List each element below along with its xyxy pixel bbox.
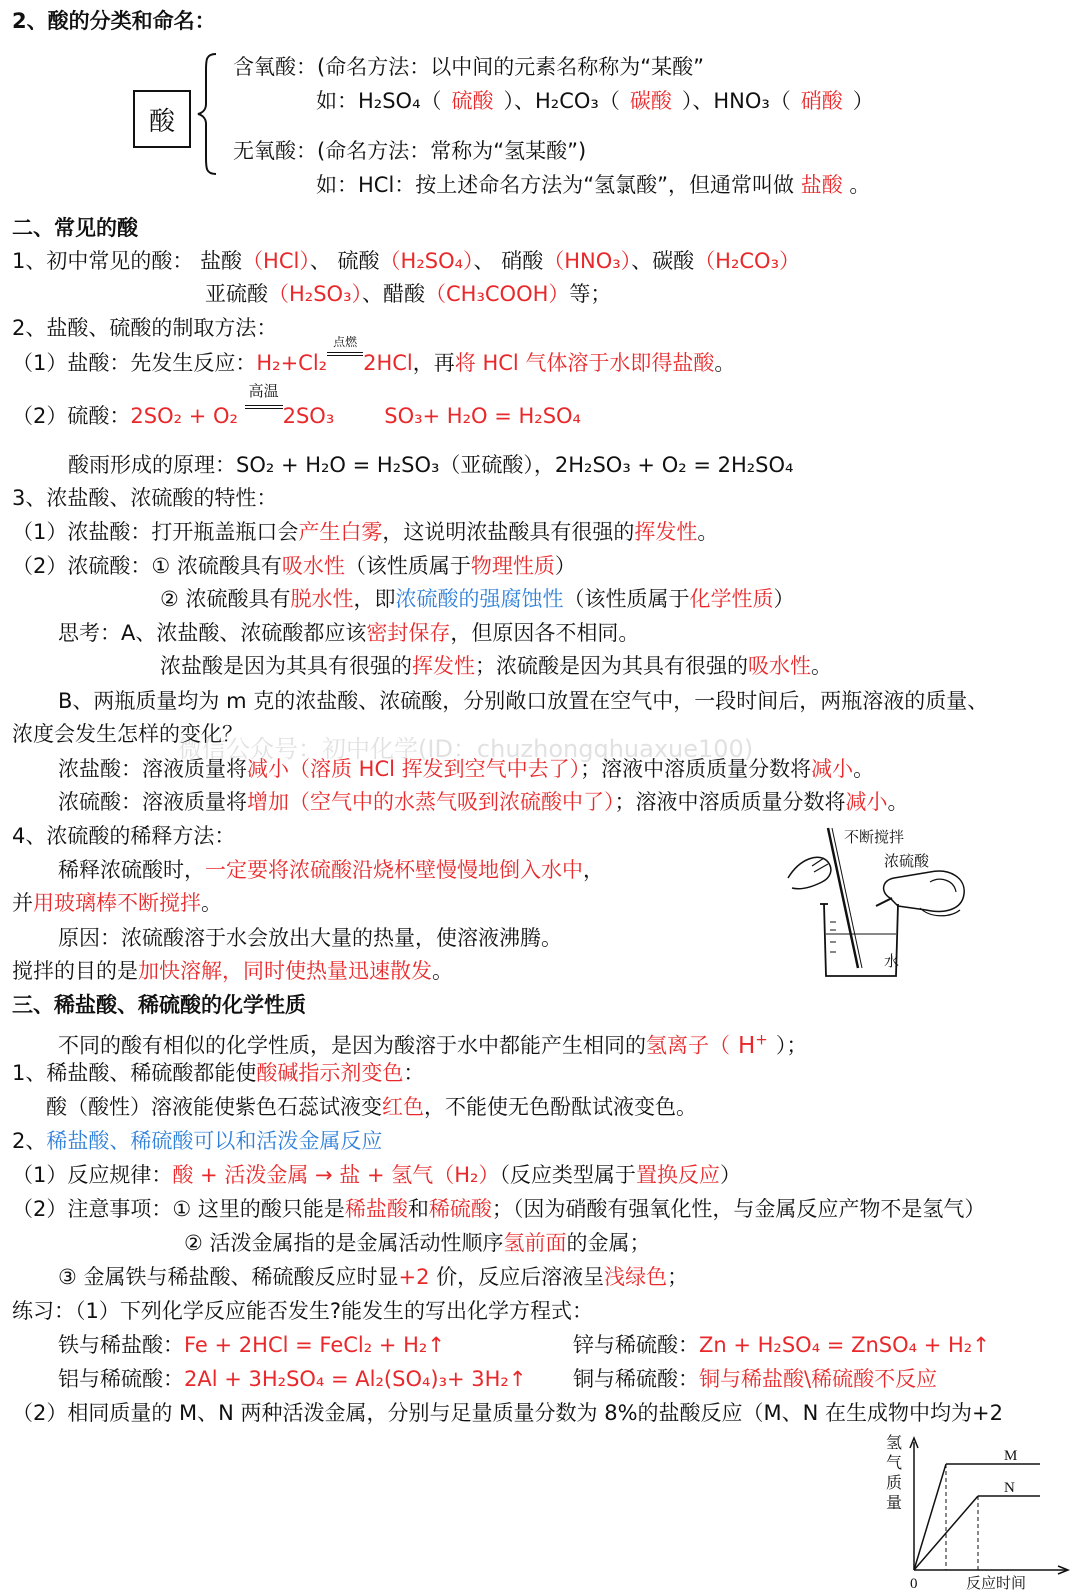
- exercise-fe-hcl: 铁与稀盐酸：Fe + 2HCl = FeCl₂ + H₂↑: [58, 1333, 445, 1357]
- non-oxyacid-example: 如：HCl：按上述命名方法为“氢氯酸”，但通常叫做 盐酸 。: [316, 173, 871, 197]
- acid-box: 酸: [133, 90, 191, 148]
- properties-title: 3、浓盐酸、浓硫酸的特性：: [12, 486, 278, 510]
- exercise-zn-h2so4: 锌与稀硫酸：Zn + H₂SO₄ = ZnSO₄ + H₂↑: [573, 1333, 990, 1357]
- acid-rain-line: 酸雨形成的原理：SO₂ + H₂O = H₂SO₃（亚硫酸），2H₂SO₃ + O₂ = 2H₂SO₄: [68, 453, 794, 477]
- question-2: （2）相同质量的 M、N 两种活泼金属，分别与足量质量分数为 8%的盐酸反应（M、N 在生成物中均为+2: [12, 1401, 1003, 1425]
- curly-brace: [196, 52, 220, 177]
- stir-purpose: 搅拌的目的是加快溶解，同时使热量迅速散发。: [12, 959, 453, 983]
- dilution-reason: 原因：浓硫酸溶于水会放出大量的热量，使溶液沸腾。: [58, 926, 562, 950]
- acid-item: 盐酸（HCl）、: [200, 249, 331, 273]
- acid-item: 硫酸（H₂SO₄）、: [337, 249, 495, 273]
- graph-origin: 0: [910, 1576, 918, 1590]
- label-m: M: [1004, 1448, 1018, 1464]
- conc-hcl-answer: 浓盐酸：溶液质量将减小（溶质 HCl 挥发到空气中去了）；溶液中溶质质量分数将减小。: [58, 757, 875, 781]
- section-title-classification: 2、酸的分类和命名：: [12, 9, 216, 33]
- reaction-rule: （1）反应规律：酸 + 活泼金属 → 盐 + 氢气（H₂）（反应类型属于置换反应）: [12, 1163, 741, 1187]
- graph-ylabel-1: 氢: [886, 1435, 903, 1452]
- section-heading-common-acids: 二、常见的酸: [12, 216, 138, 240]
- indicator-detail: 酸（酸性）溶液能使紫色石蕊试液变红色，不能使无色酚酞试液变色。: [46, 1095, 697, 1119]
- dilution-illustration: [780, 818, 980, 988]
- line-m-rise: [914, 1464, 946, 1570]
- section-heading-chemical-properties: 三、稀盐酸、稀硫酸的化学性质: [12, 993, 306, 1017]
- oxyacid-line: 含氧酸：(命名方法：以中间的元素名称称为“某酸”: [233, 55, 704, 79]
- exercise-cu-h2so4: 铜与稀硫酸：铜与稀盐酸\稀硫酸不反应: [573, 1367, 938, 1391]
- conc-h2so4-property2: ② 浓硫酸具有脱水性，即浓硫酸的强腐蚀性（该性质属于化学性质）: [160, 587, 795, 611]
- label-water: 水: [884, 953, 900, 970]
- label-conc-acid: 浓硫酸: [884, 853, 930, 870]
- intro-line: 不同的酸有相似的化学性质，是因为酸溶于水中都能产生相同的氢离子（ H+ ）；: [58, 1030, 808, 1059]
- think-a: 思考：A、浓盐酸、浓硫酸都应该密封保存，但原因各不相同。: [58, 621, 640, 645]
- non-oxyacid-line: 无氧酸：(命名方法：常称为“氢某酸”): [233, 139, 587, 163]
- conc-h2so4-answer: 浓硫酸：溶液质量将增加（空气中的水蒸气吸到浓硫酸中了）；溶液中溶质质量分数将减小。: [58, 790, 909, 814]
- acid-item: 硝酸（HNO₃）、: [501, 249, 653, 273]
- conc-h2so4-property1: （2）浓硫酸：① 浓硫酸具有吸水性（该性质属于物理性质）: [12, 554, 576, 578]
- metal-reaction-title: 2、稀盐酸、稀硫酸可以和活泼金属反应: [12, 1129, 383, 1153]
- indicator-line: 1、稀盐酸、稀硫酸都能使酸碱指示剂变色：: [12, 1061, 425, 1085]
- watermark: 微信公众号：初中化学(ID：chuzhongqhuaxue100): [178, 735, 754, 763]
- think-a-reason: 浓盐酸是因为其具有很强的挥发性；浓硫酸是因为其具有很强的吸水性。: [160, 654, 832, 678]
- label-stir: 不断搅拌: [844, 829, 905, 846]
- conc-hcl-property: （1）浓盐酸：打开瓶盖瓶口会产生白雾，这说明浓盐酸具有很强的挥发性。: [12, 520, 719, 544]
- graph-ylabel-3: 质: [886, 1475, 903, 1492]
- acid-item: 碳酸（H₂CO₃）: [652, 249, 801, 273]
- preparation-title: 2、盐酸、硫酸的制取方法：: [12, 316, 278, 340]
- graph-xlabel: 反应时间: [966, 1576, 1027, 1590]
- acid-item: 亚硫酸（H₂SO₃）、: [205, 282, 383, 306]
- hcl-preparation: （1）盐酸：先发生反应：H₂+Cl₂ 点燃 2HCl，再将 HCl 气体溶于水即得盐酸。: [12, 335, 736, 375]
- common-acids-line1: 1、初中常见的酸： 盐酸（HCl）、 硫酸（H₂SO₄）、 硝酸（HNO₃）、碳酸（H₂CO₃）: [12, 249, 801, 273]
- dilution-line1: 稀释浓硫酸时，一定要将浓硫酸沿烧杯壁慢慢地倒入水中，: [58, 858, 604, 882]
- reaction-condition: 点燃: [327, 350, 363, 370]
- note-2: ② 活泼金属指的是金属活动性顺序氢前面的金属；: [184, 1231, 651, 1255]
- note-1: （2）注意事项：① 这里的酸只能是稀盐酸和稀硫酸；（因为硝酸有强氧化性，与金属反应产物不是氢气）: [12, 1197, 986, 1221]
- graph-ylabel-4: 量: [886, 1495, 903, 1512]
- graph-ylabel-2: 气: [886, 1455, 903, 1472]
- note-3: ③ 金属铁与稀盐酸、稀硫酸反应时显+2 价，反应后溶液呈浅绿色；: [58, 1265, 689, 1289]
- exercise-title: 练习：（1）下列化学反应能否发生?能发生的写出化学方程式：: [12, 1299, 594, 1323]
- acid-item: 醋酸（CH₃COOH）等；: [383, 282, 612, 306]
- common-acids-line2: [205, 279, 611, 309]
- reaction-condition: 高温: [245, 403, 283, 423]
- think-b-line2: 浓度会发生怎样的变化？: [12, 722, 243, 746]
- exercise-al-h2so4: 铝与稀硫酸：2Al + 3H₂SO₄ = Al₂(SO₄)₃+ 3H₂↑: [58, 1367, 527, 1391]
- label-n: N: [1004, 1480, 1015, 1496]
- oxyacid-examples: 如：H₂SO₄（ 硫酸 ）、H₂CO₃（ 碳酸 ）、HNO₃（ 硝酸 ）: [316, 89, 874, 113]
- dilution-title: 4、浓硫酸的稀释方法：: [12, 824, 236, 848]
- hydrogen-graph: [880, 1430, 1075, 1590]
- h2so4-preparation: （2）硫酸：2SO₂ + O₂ 高温 2SO₃ SO₃+ H₂O = H₂SO₄: [12, 382, 581, 428]
- dilution-line2: 并用玻璃棒不断搅拌。: [12, 891, 222, 915]
- think-b-line1: B、两瓶质量均为 m 克的浓盐酸、浓硫酸，分别敞口放置在空气中，一段时间后，两瓶溶液的质量、: [58, 689, 989, 713]
